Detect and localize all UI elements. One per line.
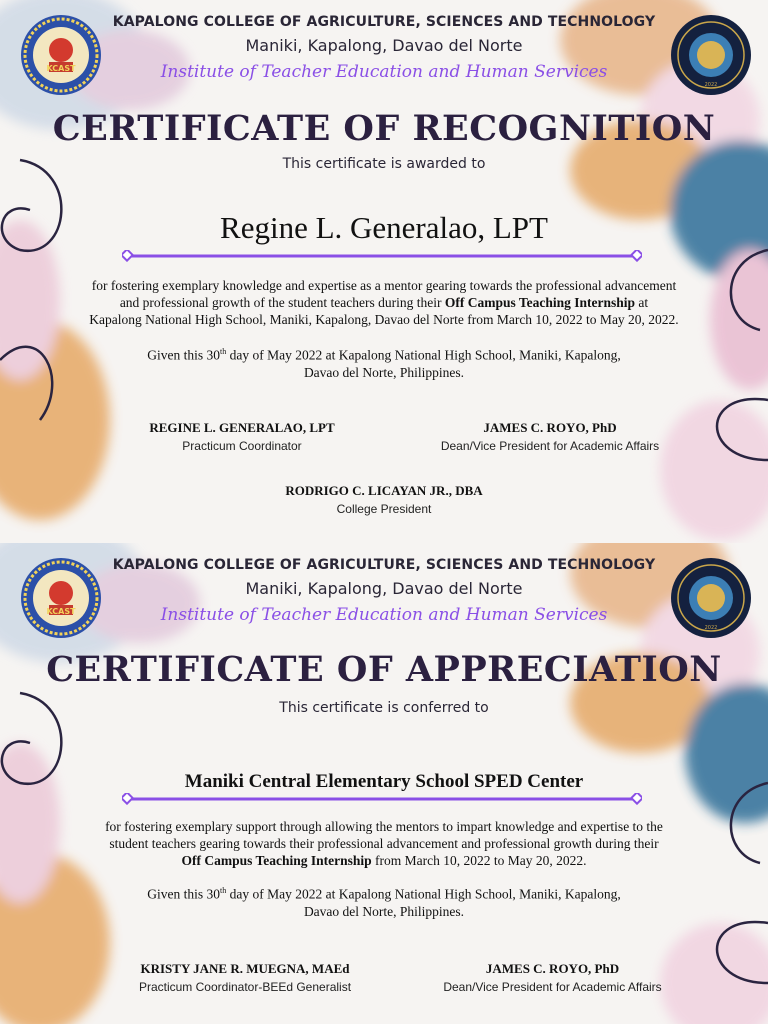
given-line [0,882,768,903]
svg-text:KCAST: KCAST [46,64,76,73]
svg-text:2022: 2022 [704,625,718,631]
certificate-title: CERTIFICATE OF APPRECIATION [46,649,722,690]
citation-line [0,852,768,869]
citation-text [0,277,768,328]
institute-name: Institute of Teacher Education and Human Services [160,605,608,625]
citation-text-part: from March 10, 2022 to May 20, 2022. [371,853,587,868]
signatory-role: Dean/Vice President for Academic Affairs [440,439,660,453]
signatory-block [410,420,690,453]
signatory-name: KRISTY JANE R. MUEGNA, MAEd [140,961,350,976]
given-line [0,343,768,364]
signatory-role: Practicum Coordinator-BEEd Generalist [138,980,352,994]
citation-line [0,294,768,311]
given-line: Davao del Norte, Philippines. [303,903,465,919]
internship-label: Off Campus Teaching Internship [444,295,636,310]
svg-text:2022: 2022 [704,82,718,88]
signatory-name: RODRIGO C. LICAYAN JR., DBA [285,483,483,498]
recipient-name: Maniki Central Elementary School SPED Center [184,771,584,792]
given-text-part: Given this 30 [147,347,221,363]
college-name: KAPALONG COLLEGE OF AGRICULTURE, SCIENCES AND TECHNOLOGY [112,14,656,30]
citation-line: for fostering exemplary support through allowing the mentors to impart knowledge and expertise to the [105,819,663,834]
divider-line [122,793,642,805]
given-statement [0,343,768,381]
signatory-block [112,420,372,453]
given-text-part: Given this 30 [147,886,221,902]
college-address: Maniki, Kapalong, Davao del Norte [245,579,523,598]
given-text-part: day of May 2022 at Kapalong National High School, Maniki, Kapalong, [226,886,621,902]
institute-name: Institute of Teacher Education and Human Services [160,62,608,82]
certificate-appreciation [0,543,768,1024]
recipient-name: Regine L. Generalao, LPT [220,210,548,245]
signatory-name: JAMES C. ROYO, PhD [483,420,617,435]
signatory-block [110,961,380,994]
citation-line: Kapalong National High School, Maniki, Kapalong, Davao del Norte from March 10, 2022 to May 20, 2022. [89,312,679,327]
divider-line [122,250,642,262]
signatory-block [234,483,534,516]
signatory-block [410,961,695,994]
citation-line: for fostering exemplary knowledge and expertise as a mentor gearing towards the professional advancement [91,278,677,293]
given-line: Davao del Norte, Philippines. [303,364,465,380]
certificate-title: CERTIFICATE OF RECOGNITION [52,108,716,149]
internship-label: Off Campus Teaching Internship [181,853,372,868]
given-text-part: day of May 2022 at Kapalong National High School, Maniki, Kapalong, [226,347,621,363]
citation-text-part: at [635,295,649,310]
certificate-subtitle: This certificate is conferred to [279,700,489,716]
signatory-role: Dean/Vice President for Academic Affairs [443,980,662,994]
citation-text-part: and professional growth of the student teachers during their [119,295,445,310]
ordinal-suffix: th [220,347,227,356]
college-address: Maniki, Kapalong, Davao del Norte [245,36,523,55]
college-name: KAPALONG COLLEGE OF AGRICULTURE, SCIENCES AND TECHNOLOGY [112,557,656,573]
signatory-name: JAMES C. ROYO, PhD [485,961,620,976]
signatory-role: College President [336,502,432,516]
signatory-role: Practicum Coordinator [182,439,302,453]
certificate-subtitle: This certificate is awarded to [282,156,486,172]
given-statement [0,882,768,920]
ordinal-suffix: th [220,886,227,895]
svg-text:KCAST: KCAST [46,607,76,616]
citation-line: student teachers gearing towards their professional advancement and professional growth during their [109,836,659,851]
citation-text [0,818,768,869]
signatory-name: REGINE L. GENERALAO, LPT [149,420,335,435]
